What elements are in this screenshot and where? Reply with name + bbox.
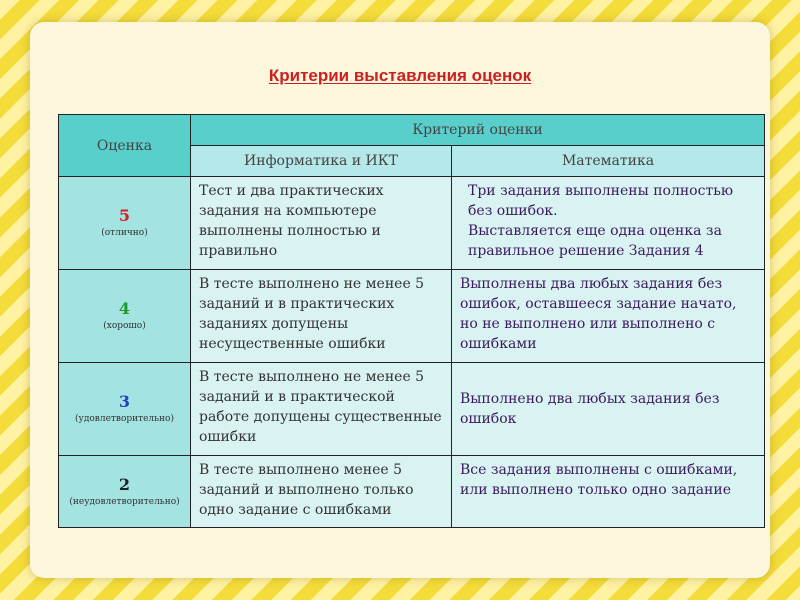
math-criterion-line: Выполнено два любых задания без ошибок [460,391,720,427]
table-row [59,177,765,270]
grade-cell [59,177,191,270]
grade-number: 4 [118,299,131,318]
table-row [59,363,765,456]
math-criterion-line: Выставляется еще одна оценка за правильное решение Задания 4 [468,223,722,259]
header-row-1 [59,115,765,146]
grade-word: (хорошо) [103,321,146,331]
table-row [59,456,765,528]
math-criterion: Выполнены два любых задания без ошибок, оставшееся задание начато, но не выполнено или выполнено с ошибками [452,270,765,363]
page-title: Критерии выставления оценок [268,66,532,85]
grade-cell [59,270,191,363]
informatics-criterion: В тесте выполнено менее 5 заданий и выполнено только одно задание с ошибками [191,456,452,528]
grade-word: (неудовлетворительно) [69,496,180,507]
criteria-table [58,114,765,528]
grade-number: 2 [118,474,131,494]
slide [30,22,770,578]
grade-word: (удовлетворительно) [75,414,174,424]
grade-number: 5 [118,206,131,225]
grade-number: 3 [118,392,131,411]
informatics-criterion: Тест и два практических задания на компьютере выполнены полностью и правильно [191,177,452,270]
header-criteria: Критерий оценки [191,115,765,146]
grade-cell [59,363,191,456]
header-informatics: Информатика и ИКТ [191,146,452,177]
header-math: Математика [452,146,765,177]
grade-word: (отлично) [101,228,148,238]
math-criterion-line: Три задания выполнены полностью без ошибок. [468,183,734,219]
header-grade: Оценка [59,115,191,177]
informatics-criterion: В тесте выполнено не менее 5 заданий и в практической работе допущены существенные ошибки [191,363,452,456]
grade-cell [59,456,191,528]
table-row [59,270,765,363]
math-criterion [452,363,765,456]
informatics-criterion: В тесте выполнено не менее 5 заданий и в практических заданиях допущены несущественные ошибки [191,270,452,363]
math-criterion [452,177,765,270]
math-criterion: Все задания выполнены с ошибками, или выполнено только одно задание [452,456,765,528]
